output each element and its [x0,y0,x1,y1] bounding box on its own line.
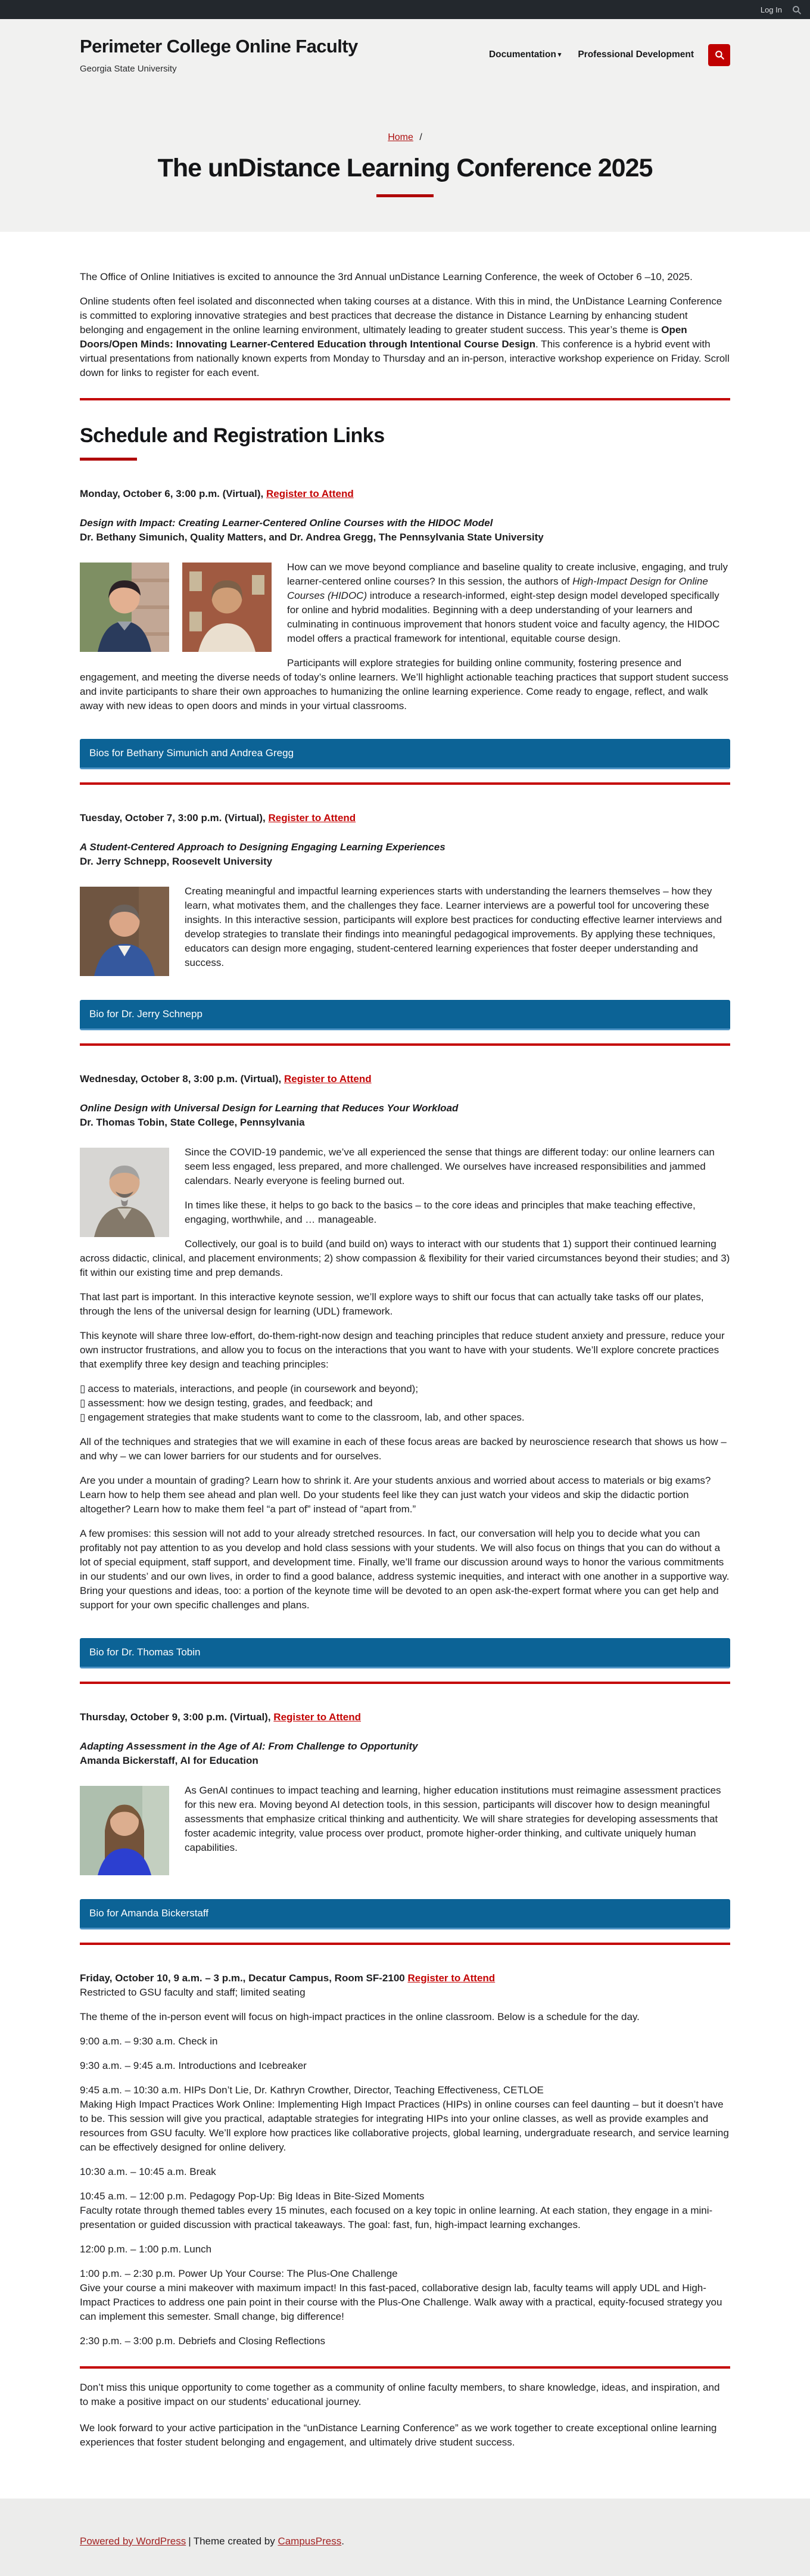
schedule-desc: Making High Impact Practices Work Online: Implementing High Impact Practices (HIPs) in online courses can feel daunting – but it doesn’t have to be. This session will give you practical, adaptable strategies for integrating HIPs into your online classes, as well as provide examples and resources from GSU faculty. We’ll explore how practices like collaborative projects, global learning, undergraduate research, and service learning can be effectively designed for online delivery. [80,2099,729,2153]
session-title: Adapting Assessment in the Age of AI: From Challenge to Opportunity [80,1741,418,1752]
primary-nav [472,44,730,66]
site-footer [0,2499,810,2576]
speaker-photos [80,563,272,652]
conference-theme: Open Doors/Open Minds: Innovating Learner-Centered Education through Intentional Course Design [80,324,687,350]
schedule-item [80,2189,730,2232]
event-date-line [80,1072,730,1086]
footer-theme-text: Theme created by [193,2535,275,2547]
schedule-item [80,2165,730,2179]
speaker-photos [80,1786,169,1875]
session-title: Design with Impact: Creating Learner-Centered Online Courses with the HIDOC Model [80,517,493,529]
bio-accordion-wednesday[interactable]: Bio for Dr. Thomas Tobin [80,1638,730,1668]
register-link-tuesday[interactable]: Register to Attend [268,812,356,824]
section-divider [80,1943,730,1945]
schedule-time-line: 10:30 a.m. – 10:45 a.m. Break [80,2166,216,2177]
list-item-text: engagement strategies that make students want to come to the classroom, lab, and other spaces. [88,1412,525,1423]
description-paragraph: Collectively, our goal is to build (and build on) ways to interact with our students that 1) support their continued learning across didactic, clinical, and placement environments; 2) show compassion & flexibility for their varied circumstances beyond their studies; and 3) fit within our existing time and prep demands. [80,1238,730,1278]
event-date-text: Friday, October 10, 9 a.m. – 3 p.m., Decatur Campus, Room SF-2100 [80,1972,408,1984]
breadcrumb-home-link[interactable]: Home [388,132,413,142]
event-date-line [80,811,730,825]
speaker-photos [80,1148,169,1237]
description-paragraph: That last part is important. In this interactive keynote session, we’ll explore ways to shift our focus that can actually take tasks off our plates, through the lens of the universal design for learning (UDL) framework. [80,1291,704,1317]
bio-accordion-tuesday[interactable]: Bio for Dr. Jerry Schnepp [80,1000,730,1030]
description-paragraph: This keynote will share three low-effort, do-them-right-now design and teaching principles that reduce student anxiety and pressure, reduce your own instructor frustrations, and allow you to focus on the interactions that you want to have with your students. We’ll explore concrete practices that exemplify three key design and teaching principles: [80,1330,725,1370]
schedule-desc: Give your course a mini makeover with maximum impact! In this fast-paced, collaborative design lab, faculty teams will apply UDL and High-Impact Practices to address one pain point in their course with the Plus-One Challenge. Walk away with a practical, equity-focused strategy you can implement this semester. Small change, big difference! [80,2282,722,2322]
schedule-item [80,2242,730,2257]
log-in-link[interactable]: Log In [760,5,782,14]
register-link-thursday[interactable]: Register to Attend [273,1711,362,1723]
photo-bethany-simunich [80,563,169,652]
photo-amanda-bickerstaff [80,1786,169,1875]
intro-paragraph-1: The Office of Online Initiatives is excited to announce the 3rd Annual unDistance Learning Conference, the week of October 6 –10, 2025. [80,271,693,282]
schedule-time-line: 2:30 p.m. – 3:00 p.m. Debriefs and Closing Reflections [80,2335,325,2347]
nav-item-documentation[interactable] [489,49,561,60]
schedule-time-line: 9:00 a.m. – 9:30 a.m. Check in [80,2036,218,2047]
description-paragraph: Since the COVID-19 pandemic, we’ve all experienced the sense that things are different today: our online learners can seem less engaged, less prepared, and more challenged. We ourselves have increased responsibilities and jammed calendars. Nearly everyone is feeling burned out. [185,1146,715,1186]
intro-p2-text: Online students often feel isolated and disconnected when taking courses at a distance. With this in mind, the UnDistance Learning Conference is committed to exploring innovative strategies and best practices that decrease the distance in Distance Learning by enhancing student belonging and engagement in the online learning environment, ultimately leading to greater student success. This year’s theme is [80,296,722,335]
footer-divider: | [188,2535,191,2547]
closing-paragraph-1: Don’t miss this unique opportunity to come together as a community of online faculty members, to share knowledge, ideas, and inspiration, and to make a positive impact on our students’ educational journey. [80,2382,720,2407]
bio-accordion-thursday[interactable]: Bio for Amanda Bickerstaff [80,1899,730,1929]
description-paragraph: A few promises: this session will not add to your already stretched resources. In fact, our conversation will help you to decide what you can profitably not pay attention to as you develop and hold class sessions with your students. We will also focus on things that you can do without a lot of special equipment, staff support, and development time. Finally, we’ll frame our discussion around ways to honor the various commitments in our students’ and our own lives, in order to find a good balance, address systemic inequities, and interact with one another in a supportive way. Bring your questions and ideas, too: a portion of the keynote time will be devoted to an open ask-the-expert format where you can get help and support for your own specific challenges and plans. [80,1528,730,1611]
section-divider [80,2366,730,2369]
description-paragraph: Creating meaningful and impactful learning experiences starts with understanding the learners themselves – how they learn, what motivates them, and the challenges they face. Learner interviews are a powerful tool for uncovering these insights. In this interactive session, participants will explore best practices for conducting effective learner interviews and develop strategies to translate their findings into meaningful pedagogical improvements. By applying these techniques, educators can design more engaging, student-centered learning experiences that foster deeper understanding and success. [185,885,722,968]
session-description [80,1783,730,1884]
friday-intro: The theme of the in-person event will focus on high-impact practices in the online classroom. Below is a schedule for the day. [80,2011,640,2022]
list-item [80,1382,730,1396]
schedule-item [80,2034,730,2049]
intro-p2-text-2: . This conference is a hybrid event with virtual presentations from nationally known experts from Monday to Thursday and an in-person, interactive workshop experience on Friday. Scroll down for links to register for each event. [80,338,730,378]
schedule-item [80,2059,730,2073]
speaker-photos [80,887,169,976]
title-underline [376,194,434,197]
event-date-text: Wednesday, October 8, 3:00 p.m. (Virtual), [80,1073,284,1085]
register-link-wednesday[interactable]: Register to Attend [284,1073,372,1085]
session-description [80,560,730,723]
list-item [80,1410,730,1425]
list-item [80,1396,730,1410]
session-description [80,884,730,984]
nav-documentation-label: Documentation [488,49,556,60]
schedule-time-line: 1:00 p.m. – 2:30 p.m. Power Up Your Course: The Plus-One Challenge [80,2268,398,2279]
page-title: The unDistance Learning Conference 2025 [157,154,653,182]
event-restriction-note: Restricted to GSU faculty and staff; limited seating [80,1987,306,1998]
admin-bar [0,0,810,19]
event-wednesday [80,1072,730,1684]
event-monday [80,487,730,785]
desc-text: How can we move beyond compliance and baseline quality to create inclusive, engaging, and truly learner-centered online courses? In this session, the authors of [287,561,728,587]
list-item-text: assessment: how we design testing, grades, and feedback; and [88,1397,373,1409]
event-date-line [80,1710,730,1724]
section-divider [80,398,730,400]
description-paragraph: As GenAI continues to impact teaching and learning, higher education institutions must reimagine assessment practices for this new era. Moving beyond AI detection tools, in this session, participants will discover how to design meaningful assessments that emphasize critical thinking and authenticity. We will share strategies for developing assessments that foster academic integrity, value process over product, promote higher-order thinking, and cultivate uniquely human capabilities. [185,1785,721,1853]
bullet-glyph: ▯ [80,1397,86,1409]
event-date-line [80,487,730,501]
heading-underline [80,458,137,461]
schedule-item [80,2334,730,2348]
description-paragraph: Participants will explore strategies for building online community, fostering presence and engagement, and meeting the diverse needs of today’s online learners. We’ll highlight actionable teaching practices that support student success and invite participants to share their own approaches to humanizing the online learning experience. Come ready to engage, reflect, and walk away with new ideas to open doors and minds in your virtual classrooms. [80,657,728,711]
event-date-line [80,1971,730,1985]
principles-list [80,1382,730,1425]
event-thursday [80,1710,730,1945]
bullet-glyph: ▯ [80,1383,86,1394]
session-description [80,1145,730,1623]
footer-period: . [341,2535,344,2547]
section-divider [80,1043,730,1046]
site-identity [80,36,358,74]
breadcrumb [0,132,810,143]
schedule-time-line: 9:30 a.m. – 9:45 a.m. Introductions and Icebreaker [80,2060,307,2071]
powered-by-wordpress-link[interactable]: Powered by WordPress [80,2535,186,2547]
search-icon [714,49,725,60]
event-friday [80,1971,730,2450]
session-speakers: Amanda Bickerstaff, AI for Education [80,1755,258,1766]
photo-jerry-schnepp [80,887,169,976]
event-tuesday [80,811,730,1046]
session-title: A Student-Centered Approach to Designing Engaging Learning Experiences [80,841,446,853]
photo-andrea-gregg [182,563,272,652]
section-divider [80,782,730,785]
schedule-item [80,2083,730,2155]
nav-item-professional-development[interactable]: Professional Development [578,49,694,60]
schedule-time-line: 10:45 a.m. – 12:00 p.m. Pedagogy Pop-Up: Big Ideas in Bite-Sized Moments [80,2190,425,2202]
event-date-text: Monday, October 6, 3:00 p.m. (Virtual), [80,488,266,499]
intro-paragraph-2 [80,294,730,380]
description-paragraph: In times like these, it helps to go back to the basics – to the core ideas and principles that make teaching effective, engaging, worthwhile, and … manageable. [185,1200,696,1225]
description-paragraph: Are you under a mountain of grading? Learn how to shrink it. Are your students anxious and worried about access to materials or big exams? Learn how to help them see ahead and plan well. Do your students feel like they can just watch your videos and skip the didactic portion altogether? Learn how to make them feel “a part of” instead of “apart from.” [80,1475,711,1515]
desc-text-2: introduce a research-informed, eight-step design model developed specifically for online and hybrid modalities. Beginning with a deep understanding of your learners and culminating in continuous improvement that honors student voice and faculty agency, the HIDOC model offers a practical framework for intentional, equitable course design. [287,590,720,644]
register-link-monday[interactable]: Register to Attend [266,488,354,499]
main-content [80,232,730,2450]
site-title[interactable]: Perimeter College Online Faculty [80,36,358,57]
schedule-item [80,2267,730,2324]
schedule-heading: Schedule and Registration Links [80,424,385,447]
site-header [0,19,810,232]
session-title: Online Design with Universal Design for Learning that Reduces Your Workload [80,1102,459,1114]
closing-paragraph-2: We look forward to your active participation in the “unDistance Learning Conference” as we work together to create exceptional online learning experiences that foster student belonging and engagement, and ultimately drive student success. [80,2422,717,2448]
register-link-friday[interactable]: Register to Attend [407,1972,496,1984]
admin-search-icon[interactable] [792,5,802,15]
book-title: High-Impact Design for Online Courses (HIDOC) [287,576,708,601]
event-date-text: Thursday, October 9, 3:00 p.m. (Virtual), [80,1711,274,1723]
section-divider [80,1682,730,1684]
chevron-down-icon: ▾ [557,51,562,58]
bio-accordion-monday[interactable]: Bios for Bethany Simunich and Andrea Gregg [80,739,730,769]
search-button[interactable] [708,44,730,66]
event-date-text: Tuesday, October 7, 3:00 p.m. (Virtual), [80,812,269,824]
site-tagline: Georgia State University [80,64,177,74]
session-speakers: Dr. Bethany Simunich, Quality Matters, and Dr. Andrea Gregg, The Pennsylvania State University [80,532,544,543]
schedule-time-line: 9:45 a.m. – 10:30 a.m. HIPs Don’t Lie, Dr. Kathryn Crowther, Director, Teaching Effectiveness, CETLOE [80,2084,544,2096]
session-speakers: Dr. Thomas Tobin, State College, Pennsylvania [80,1117,305,1128]
bullet-glyph: ▯ [80,1412,86,1423]
session-speakers: Dr. Jerry Schnepp, Roosevelt University [80,856,273,867]
schedule-time-line: 12:00 p.m. – 1:00 p.m. Lunch [80,2243,212,2255]
breadcrumb-separator: / [419,132,422,142]
list-item-text: access to materials, interactions, and people (in coursework and beyond); [88,1383,419,1394]
campuspress-link[interactable]: CampusPress [278,2535,342,2547]
schedule-desc: Faculty rotate through themed tables every 15 minutes, each focused on a key topic in online learning. At each station, they engage in a mini-presentation or guided discussion with practical takeaways. The goal: fast, fun, high-impact learning exchanges. [80,2205,713,2230]
description-paragraph: All of the techniques and strategies that we will examine in each of these focus areas are backed by neuroscience research that shows us how – and why – we can lower barriers for our students and for ourselves. [80,1436,727,1462]
photo-thomas-tobin [80,1148,169,1237]
